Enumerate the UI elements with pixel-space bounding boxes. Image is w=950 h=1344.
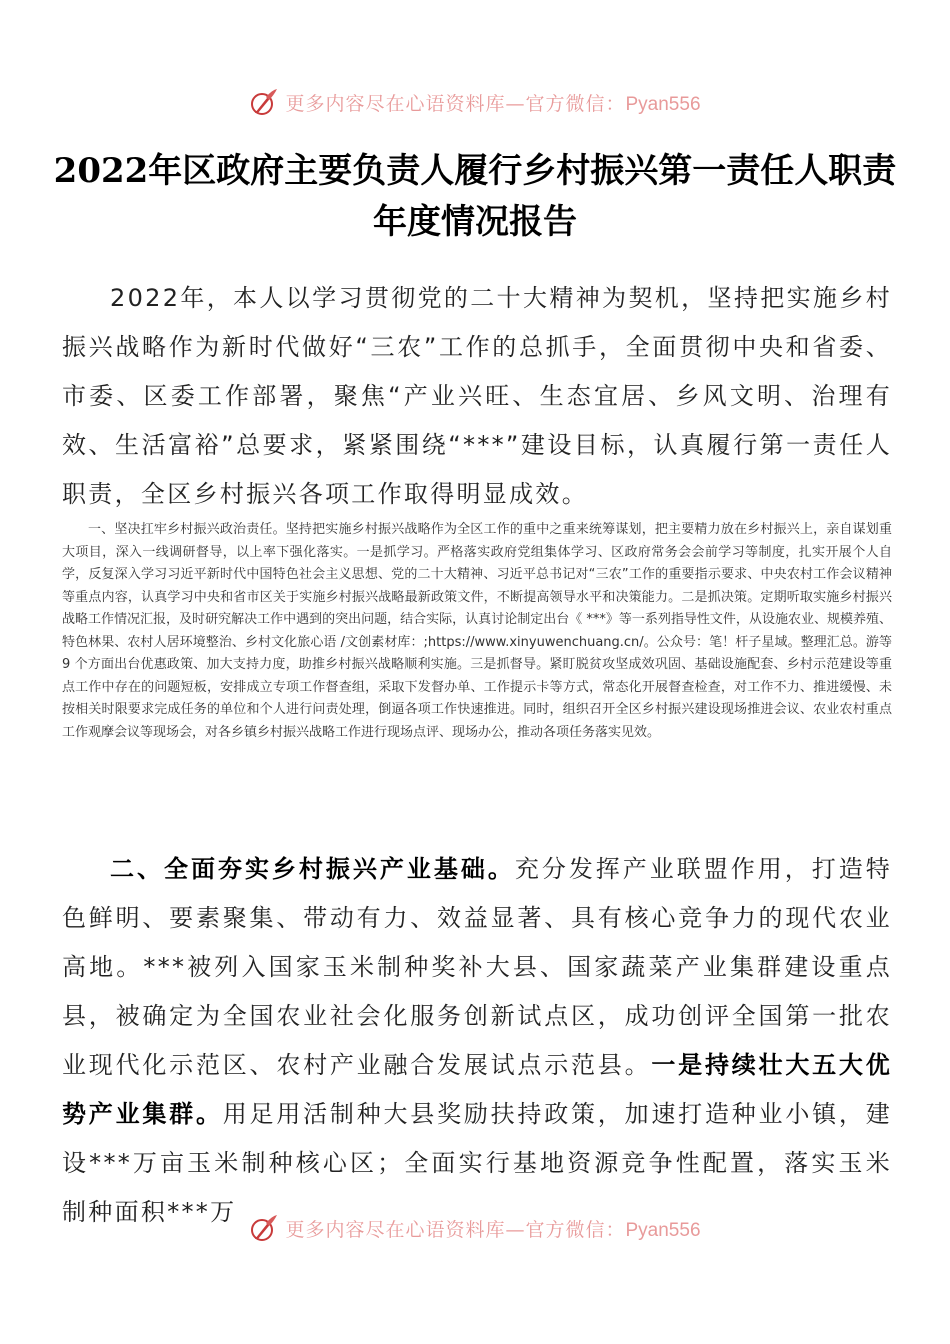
section2-body-2: 用足用活制种大县奖励扶持政策，加速打造种业小镇，建设***万亩玉米制种核心区；全面实行基地资源竞争性配置，落实玉米制种面积***万: [62, 1100, 892, 1226]
section2-paragraph: [62, 845, 892, 1237]
footer-watermark: [0, 1208, 950, 1248]
wechat-id: Pyan556: [625, 1219, 701, 1241]
section2-subheading: 一是持续壮大五大优势产业集群。: [62, 1051, 892, 1128]
wechat-id: Pyan556: [625, 93, 701, 115]
section1-paragraph: 一、坚决扛牢乡村振兴政治责任。坚持把实施乡村振兴战略作为全区工作的重中之重来统筹谋划，把主要精力放在乡村振兴上，亲自谋划重大项目，深入一线调研督导，以上率下强化落实。一是抓学习。严格落实政府党组集体学习、区政府常务会会前学习等制度，扎实开展个人自学，反复深入学习习近平新时代中国特色社会主义思想、党的二十大精神、习近平总书记对“三农”工作的重要指示要求、中央农村工作会议精神等重点内容，认真学习中央和省市区关于实施乡村振兴战略最新政策文件，不断提高领导水平和决策能力。二是抓决策。定期听取实施乡村振兴战略工作情况汇报，及时研究解决工作中遇到的突出问题，结合实际，认真讨论制定出台《 ***》等一系列指导性文件，从设施农业、规模养殖、特色林果、农村人居环境整治、乡村文化旅心语 /文创素材库：;https://www.xinyuwenchuang.cn/。公众号：笔！杆子星域。整理汇总。游等 9 个方面出台优惠政策、加大支持力度，助推乡村振兴战略顺利实施。三是抓督导。紧盯脱贫攻坚成效巩固、基础设施配套、乡村示范建设等重点工作中存在的问题短板，安排成立专项工作督查组，采取下发督办单、工作提示卡等方式，常态化开展督查检查，对工作不力、推进缓慢、未按相关时限要求完成任务的单位和个人进行问责处理，倒逼各项工作快速推进。同时，组织召开全区乡村振兴建设现场推进会议、农业农村重点工作观摩会议等现场会，对各乡镇乡村振兴战略工作进行现场点评、现场办公，推动各项任务落实见效。: [62, 522, 892, 740]
watermark-text: 更多内容尽在心语资料库—官方微信：Pyan556: [285, 1218, 701, 1241]
quill-pen-logo-icon: [249, 1213, 279, 1243]
watermark-text: 更多内容尽在心语资料库—官方微信：Pyan556: [285, 92, 701, 115]
intro-paragraph: 2022年，本人以学习贯彻党的二十大精神为契机，坚持把实施乡村振兴战略作为新时代做好“三农”工作的总抓手，全面贯彻中央和省委、市委、区委工作部署，聚焦“产业兴旺、生态宜居、乡风文明、治理有效、生活富裕”总要求，紧紧围绕“***”建设目标，认真履行第一责任人职责，全区乡村振兴各项工作取得明显成效。: [62, 284, 892, 508]
header-watermark: [0, 82, 950, 122]
section2-heading: 二、全面夯实乡村振兴产业基础。: [110, 855, 515, 883]
quill-pen-logo-icon: [249, 87, 279, 117]
page-title: 2022年区政府主要负责人履行乡村振兴第一责任人职责年度情况报告: [53, 151, 897, 242]
section2-body-1: 充分发挥产业联盟作用，打造特色鲜明、要素聚集、带动有力、效益显著、具有核心竞争力的现代农业高地。***被列入国家玉米制种奖补大县、国家蔬菜产业集群建设重点县，被确定为全国农业社会化服务创新试点区，成功创评全国第一批农业现代化示范区、农村产业融合发展试点示范县。: [62, 855, 893, 1079]
